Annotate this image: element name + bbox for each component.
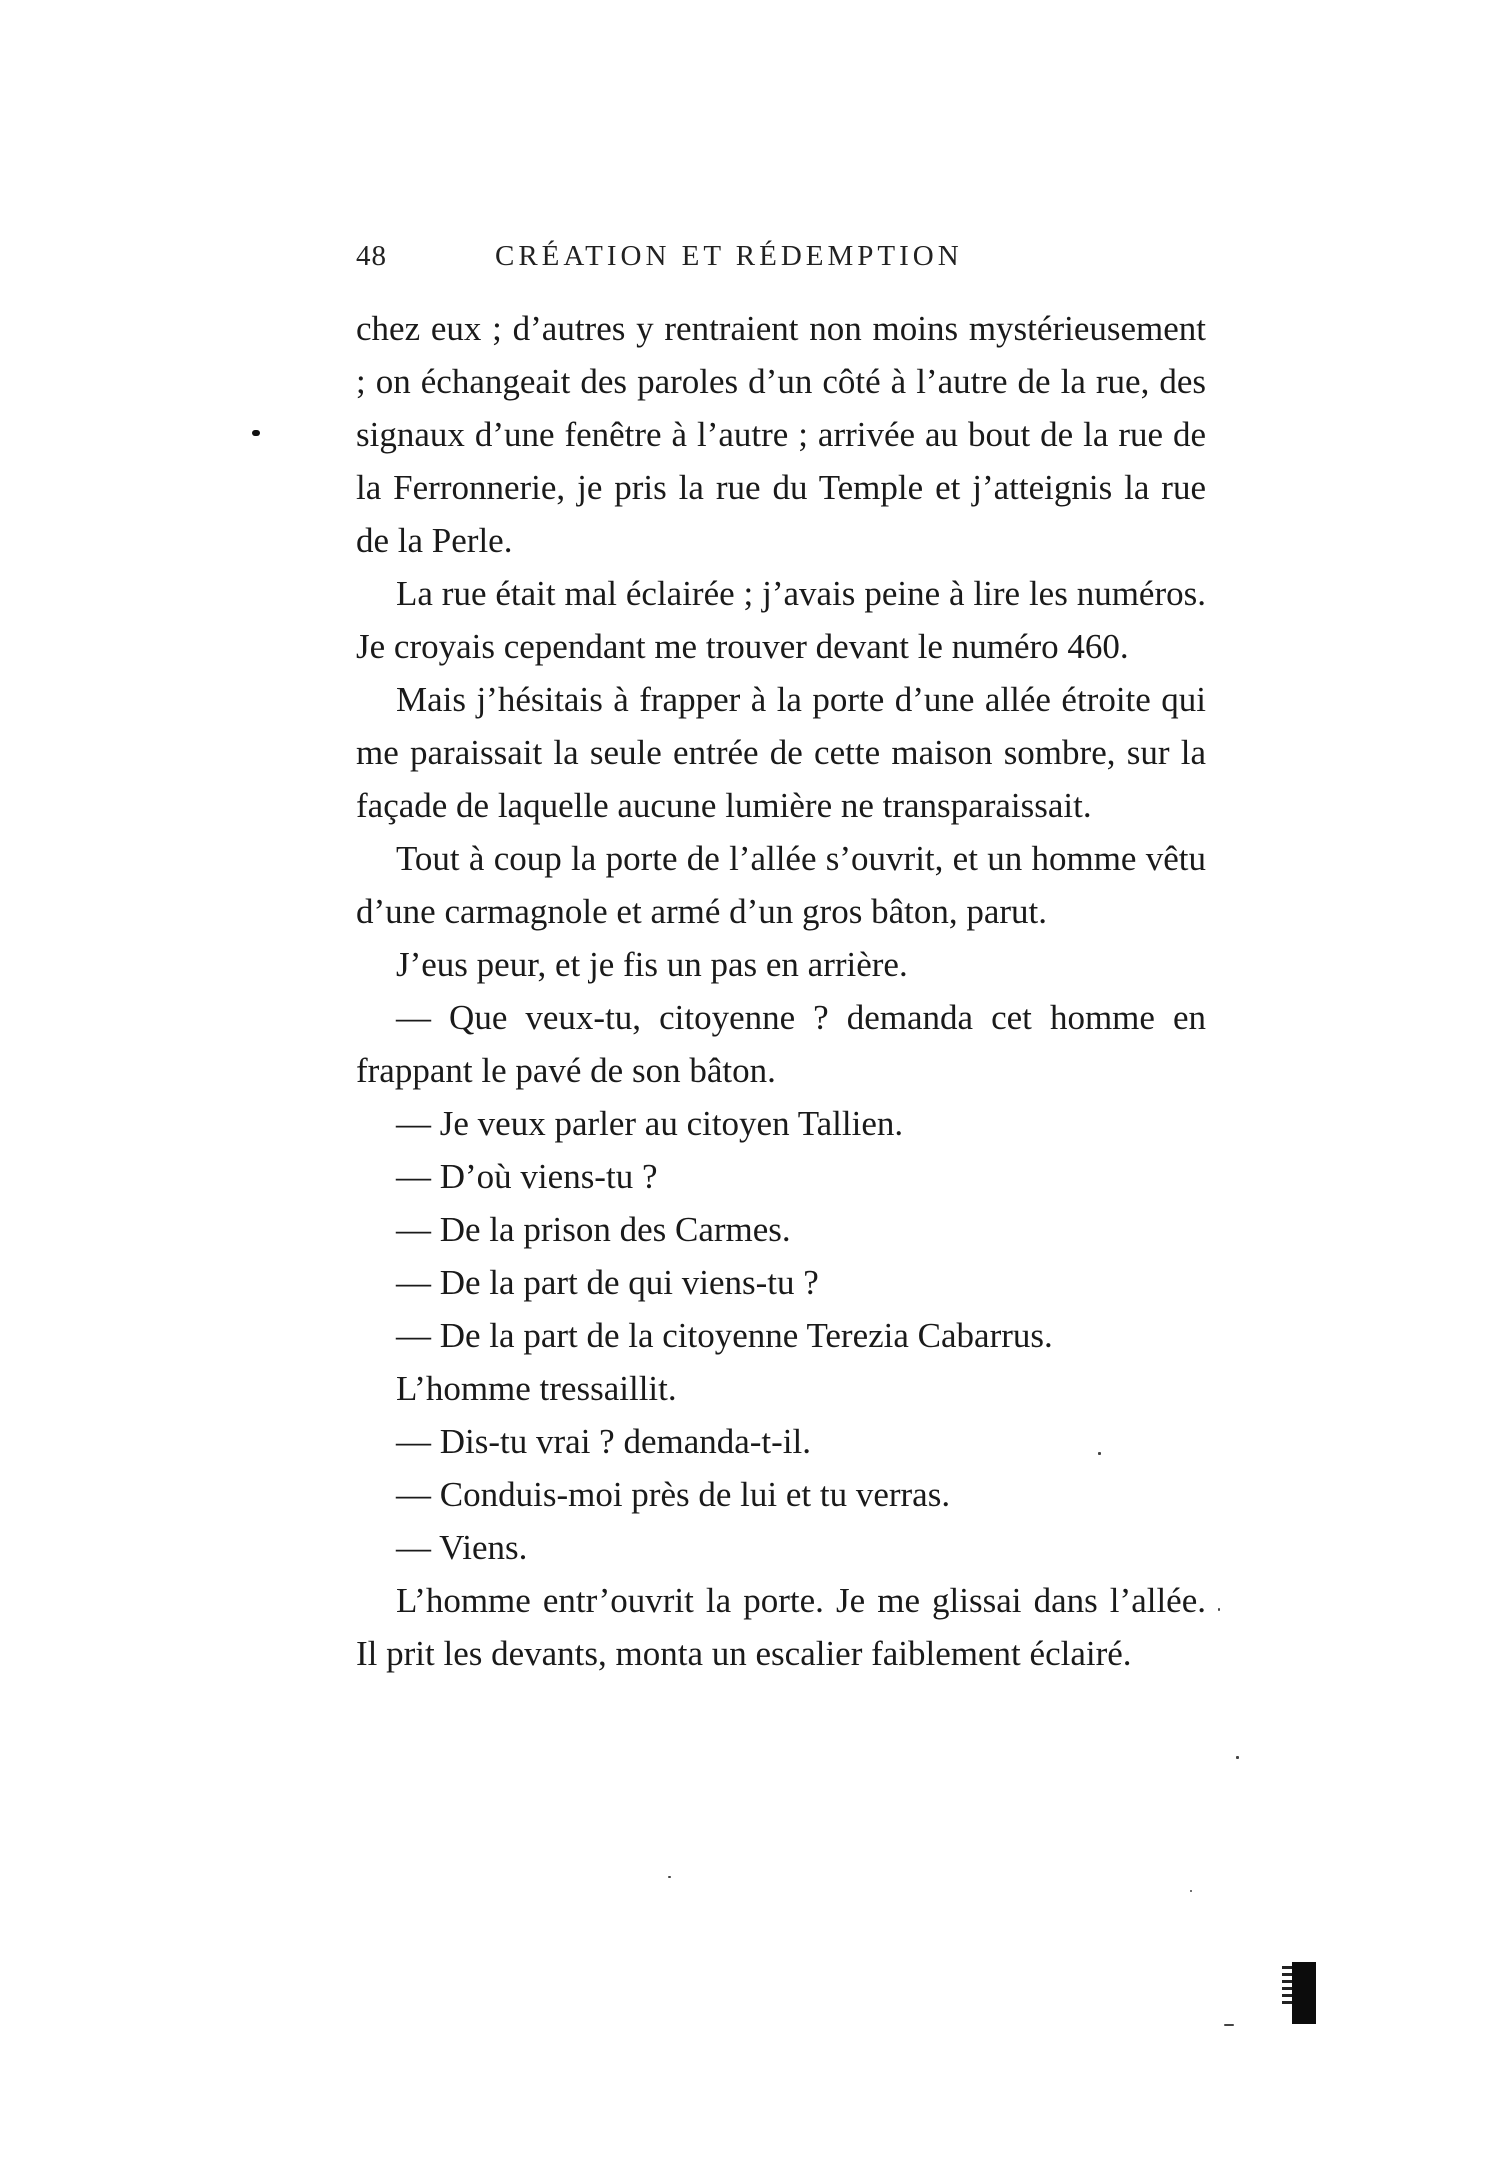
dialogue-line: — Je veux parler au citoyen Tallien. [396,1104,904,1143]
scan-speck [1236,1756,1239,1759]
dialogue-line: — D’où viens-tu ? [396,1157,658,1196]
dialogue-line: — Dis-tu vrai ? demanda-t-il. [396,1422,812,1461]
scan-speck [1098,1452,1101,1455]
scan-speck [1218,1608,1220,1611]
dialogue-line: — Conduis-moi près de lui et tu verras. [396,1475,951,1514]
margin-ink-dot [252,430,260,436]
page-number: 48 [356,240,387,272]
page-header [356,240,1216,280]
paragraph: Mais j’hésitais à frapper à la porte d’une allée étroite qui me paraissait la seule entrée de cette maison sombre, sur la façade de laquelle aucune lumière ne transparaissait. [356,680,1206,825]
running-title: CRÉATION ET RÉDEMPTION [495,240,963,272]
scan-speck [1190,1890,1192,1892]
paragraph: L’homme tressaillit. [396,1369,677,1408]
body-text [356,302,1206,1680]
paragraph: chez eux ; d’autres y rentraient non moins mystérieusement ; on échangeait des paroles d’un côté à l’autre de la rue, des signaux d’une fenêtre à l’autre ; arrivée au bout de la rue de la Ferronnerie, je pris la rue du Temple et j’atteignis la rue de la Perle. [356,309,1206,560]
dialogue-line: — De la part de qui viens-tu ? [396,1263,819,1302]
paragraph: L’homme entr’ouvrit la porte. Je me glissai dans l’allée. Il prit les devants, monta un escalier faiblement éclairé. [356,1581,1206,1673]
paragraph: — Que veux-tu, citoyenne ? demanda cet homme en frappant le pavé de son bâton. [356,998,1206,1090]
dialogue-line: — De la prison des Carmes. [396,1210,791,1249]
scan-speck [668,1876,671,1878]
paragraph: J’eus peur, et je fis un pas en arrière. [396,945,908,984]
paragraph: Tout à coup la porte de l’allée s’ouvrit, et un homme vêtu d’une carmagnole et armé d’un gros bâton, parut. [356,839,1206,931]
dialogue-line: — Viens. [396,1528,528,1567]
scan-ink-blot [1292,1962,1316,2024]
scan-speck [1224,2024,1234,2026]
paragraph: La rue était mal éclairée ; j’avais peine à lire les numéros. Je croyais cependant me trouver devant le numéro 460. [356,574,1206,666]
dialogue-line: — De la part de la citoyenne Terezia Cabarrus. [396,1316,1053,1355]
